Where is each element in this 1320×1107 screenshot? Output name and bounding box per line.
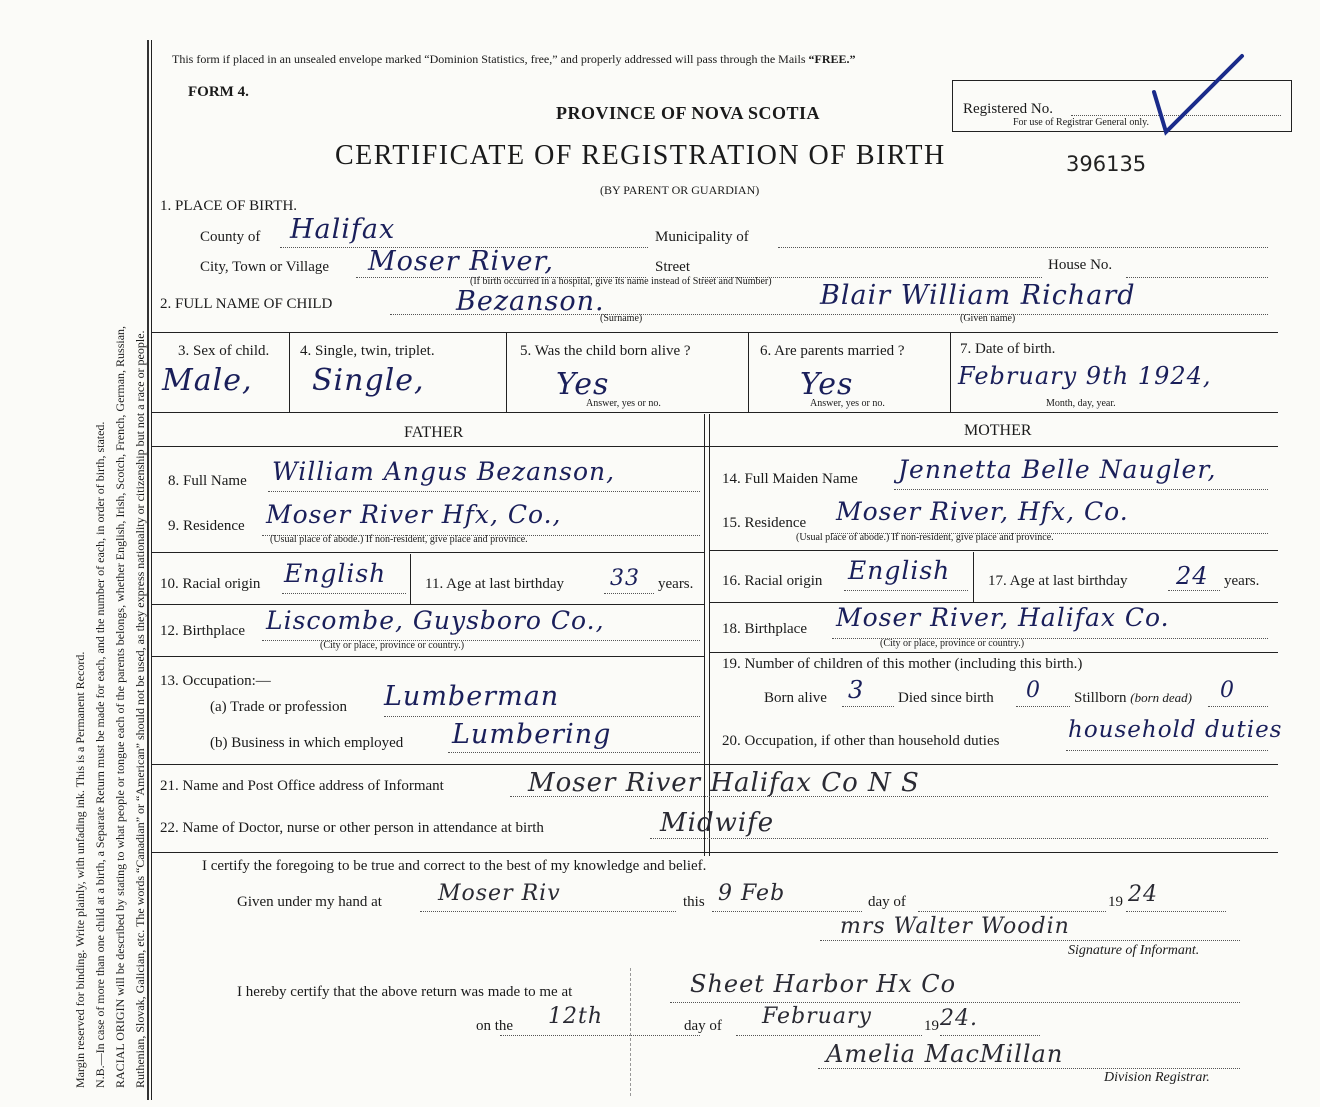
born-alive-count-label: Born alive	[764, 690, 827, 706]
father-birthplace-caption: (City or place, province or country.)	[320, 640, 465, 651]
registrar-use-note: For use of Registrar General only.	[1013, 117, 1149, 128]
mother-birthplace-label: 18. Birthplace	[722, 621, 807, 637]
street-label: Street	[655, 259, 690, 275]
father-heading: FATHER	[404, 424, 464, 441]
checkmark-icon	[1140, 50, 1250, 140]
given-year: 24	[1128, 882, 1158, 907]
father-birthplace: Liscombe, Guysboro Co.,	[266, 606, 605, 635]
sex-value: Male,	[162, 363, 253, 398]
mother-age: 24	[1176, 562, 1209, 590]
given-day: 9 Feb	[718, 881, 786, 906]
county-value: Halifax	[290, 214, 396, 245]
father-name: William Angus Bezanson,	[272, 457, 616, 486]
municipality-label: Municipality of	[655, 229, 749, 245]
mail-note: This form if placed in an unsealed envelope marked “Dominion Statistics, free,” and properly addressed will pass through the Mails “FREE.”	[172, 52, 856, 66]
margin-note-1: Margin reserved for binding. Write plainly, with unfading ink. This is a Permanent Record.	[73, 651, 87, 1088]
father-birthplace-label: 12. Birthplace	[160, 623, 245, 639]
date-of-birth-value: February 9th 1924,	[958, 362, 1212, 390]
child-surname: Bezanson.	[456, 286, 605, 317]
born-alive-value: Yes	[556, 367, 610, 402]
registration-day: 12th	[548, 1004, 604, 1029]
mother-birthplace: Moser River, Halifax Co.	[836, 603, 1170, 632]
born-alive-label: 5. Was the child born alive ?	[520, 343, 691, 359]
given-name-caption: (Given name)	[960, 313, 1016, 324]
mother-name-label: 14. Full Maiden Name	[722, 471, 858, 487]
plurality-label: 4. Single, twin, triplet.	[300, 343, 435, 359]
died-since-birth-label: Died since birth	[898, 690, 994, 706]
city-label: City, Town or Village	[200, 259, 330, 275]
parents-married-label: 6. Are parents married ?	[760, 343, 905, 359]
child-name-label: 2. FULL NAME OF CHILD	[160, 296, 333, 312]
father-age: 33	[610, 566, 640, 591]
father-residence-label: 9. Residence	[168, 518, 245, 534]
registrar-statement: I hereby certify that the above return was made to me at	[237, 984, 573, 1000]
mother-age-label: 17. Age at last birthday	[988, 573, 1128, 589]
surname-caption: (Surname)	[600, 313, 643, 324]
sex-label: 3. Sex of child.	[178, 343, 270, 359]
division-registrar-caption: Division Registrar.	[1104, 1070, 1210, 1085]
father-residence: Moser River Hfx, Co.,	[266, 500, 562, 529]
doctor-label: 22. Name of Doctor, nurse or other person in attendance at birth	[160, 820, 544, 836]
mother-years-label: years.	[1224, 573, 1260, 589]
mother-maiden-name: Jennetta Belle Naugler,	[898, 455, 1217, 484]
margin-rule	[147, 40, 149, 1100]
certificate-subtitle: (BY PARENT OR GUARDIAN)	[600, 183, 760, 197]
mother-residence-caption: (Usual place of abode.) If non-resident, give place and province.	[796, 532, 1054, 543]
house-no-label: House No.	[1048, 257, 1113, 273]
born-alive-caption: Answer, yes or no.	[586, 398, 661, 409]
mother-residence: Moser River, Hfx, Co.	[836, 497, 1129, 526]
registered-label: Registered No.	[963, 101, 1053, 117]
registration-year-prefix: 19	[924, 1018, 939, 1034]
given-at-place: Moser Riv	[438, 881, 561, 906]
margin-notes	[70, 48, 150, 1088]
given-at-label: Given under my hand at	[237, 894, 382, 910]
certificate-title: CERTIFICATE OF REGISTRATION OF BIRTH	[335, 140, 946, 171]
trade-label: (a) Trade or profession	[210, 699, 348, 715]
father-name-label: 8. Full Name	[168, 473, 247, 489]
mother-racial-origin: English	[848, 556, 951, 585]
registration-year: 24.	[940, 1006, 978, 1031]
parents-married-caption: Answer, yes or no.	[810, 398, 885, 409]
place-of-birth-heading: 1. PLACE OF BIRTH.	[160, 198, 298, 214]
informant-label: 21. Name and Post Office address of Informant	[160, 778, 444, 794]
informant-address: Moser River Halifax Co N S	[528, 768, 920, 798]
father-racial-label: 10. Racial origin	[160, 576, 261, 592]
binding-margin	[0, 0, 147, 1107]
margin-note-2: N.B.—In case of more than one child at a birth, a Separate Return must be made for each, and the number of each, in order of birth, stated.	[93, 421, 107, 1088]
registered-number: 396135	[1066, 152, 1147, 176]
parents-married-value: Yes	[800, 367, 854, 402]
registration-day-of-label: day of	[684, 1018, 722, 1034]
certify-statement: I certify the foregoing to be true and correct to the best of my knowledge and belief.	[202, 858, 707, 874]
plurality-value: Single,	[312, 363, 425, 398]
city-value: Moser River,	[368, 246, 554, 277]
attendant-value: Midwife	[660, 808, 775, 838]
born-alive-count: 3	[848, 676, 865, 704]
occupation-label: 13. Occupation:—	[160, 673, 271, 689]
registrar-place: Sheet Harbor Hx Co	[690, 970, 957, 998]
child-given-name: Blair William Richard	[820, 280, 1136, 311]
given-day-of-label: day of	[868, 894, 906, 910]
children-count-label: 19. Number of children of this mother (including this birth.)	[722, 656, 1083, 672]
father-residence-caption: (Usual place of abode.) If non-resident, give place and province.	[270, 534, 528, 545]
mother-residence-label: 15. Residence	[722, 515, 807, 531]
registration-month: February	[762, 1004, 872, 1029]
margin-note-4: Ruthenian, Slovak, Galician, etc. The words “Canadian” or “American” should not be used, as they express nationality or citizenship but not a race or people.	[133, 330, 147, 1088]
margin-note-3: RACIAL ORIGIN will be described by stating to what people or tongue each of the parents belongs, whether English, Irish, Scotch, French, German, Russian,	[113, 325, 127, 1088]
father-racial-origin: English	[284, 559, 387, 588]
mother-heading: MOTHER	[964, 422, 1032, 439]
stillborn-label: Stillborn (born dead)	[1074, 690, 1193, 706]
business-label: (b) Business in which employed	[210, 735, 404, 751]
informant-signature-caption: Signature of Informant.	[1068, 943, 1200, 958]
informant-signature: mrs Walter Woodin	[840, 914, 1070, 939]
died-since-birth-count: 0	[1026, 678, 1041, 703]
mother-occupation-label: 20. Occupation, if other than household duties	[722, 733, 1000, 749]
province-heading: PROVINCE OF NOVA SCOTIA	[556, 103, 821, 123]
mother-occupation: household duties	[1068, 717, 1283, 743]
date-of-birth-caption: Month, day, year.	[1046, 398, 1116, 409]
mother-birthplace-caption: (City or place, province or country.)	[880, 638, 1025, 649]
margin-rule-inner	[151, 40, 152, 1100]
on-the-label: on the	[476, 1018, 514, 1034]
registrar-signature: Amelia MacMillan	[826, 1040, 1064, 1068]
form-number: FORM 4.	[188, 84, 249, 100]
this-label: this	[683, 894, 705, 910]
hospital-note: (If birth occurred in a hospital, give its name instead of Street and Number)	[470, 276, 772, 287]
stillborn-count: 0	[1220, 678, 1235, 703]
father-years-label: years.	[658, 576, 694, 592]
given-year-prefix: 19	[1108, 894, 1123, 910]
date-of-birth-label: 7. Date of birth.	[960, 341, 1056, 357]
county-label: County of	[200, 229, 261, 245]
father-age-label: 11. Age at last birthday	[425, 576, 564, 592]
father-business: Lumbering	[452, 719, 612, 750]
mother-racial-label: 16. Racial origin	[722, 573, 823, 589]
father-trade: Lumberman	[384, 681, 560, 712]
